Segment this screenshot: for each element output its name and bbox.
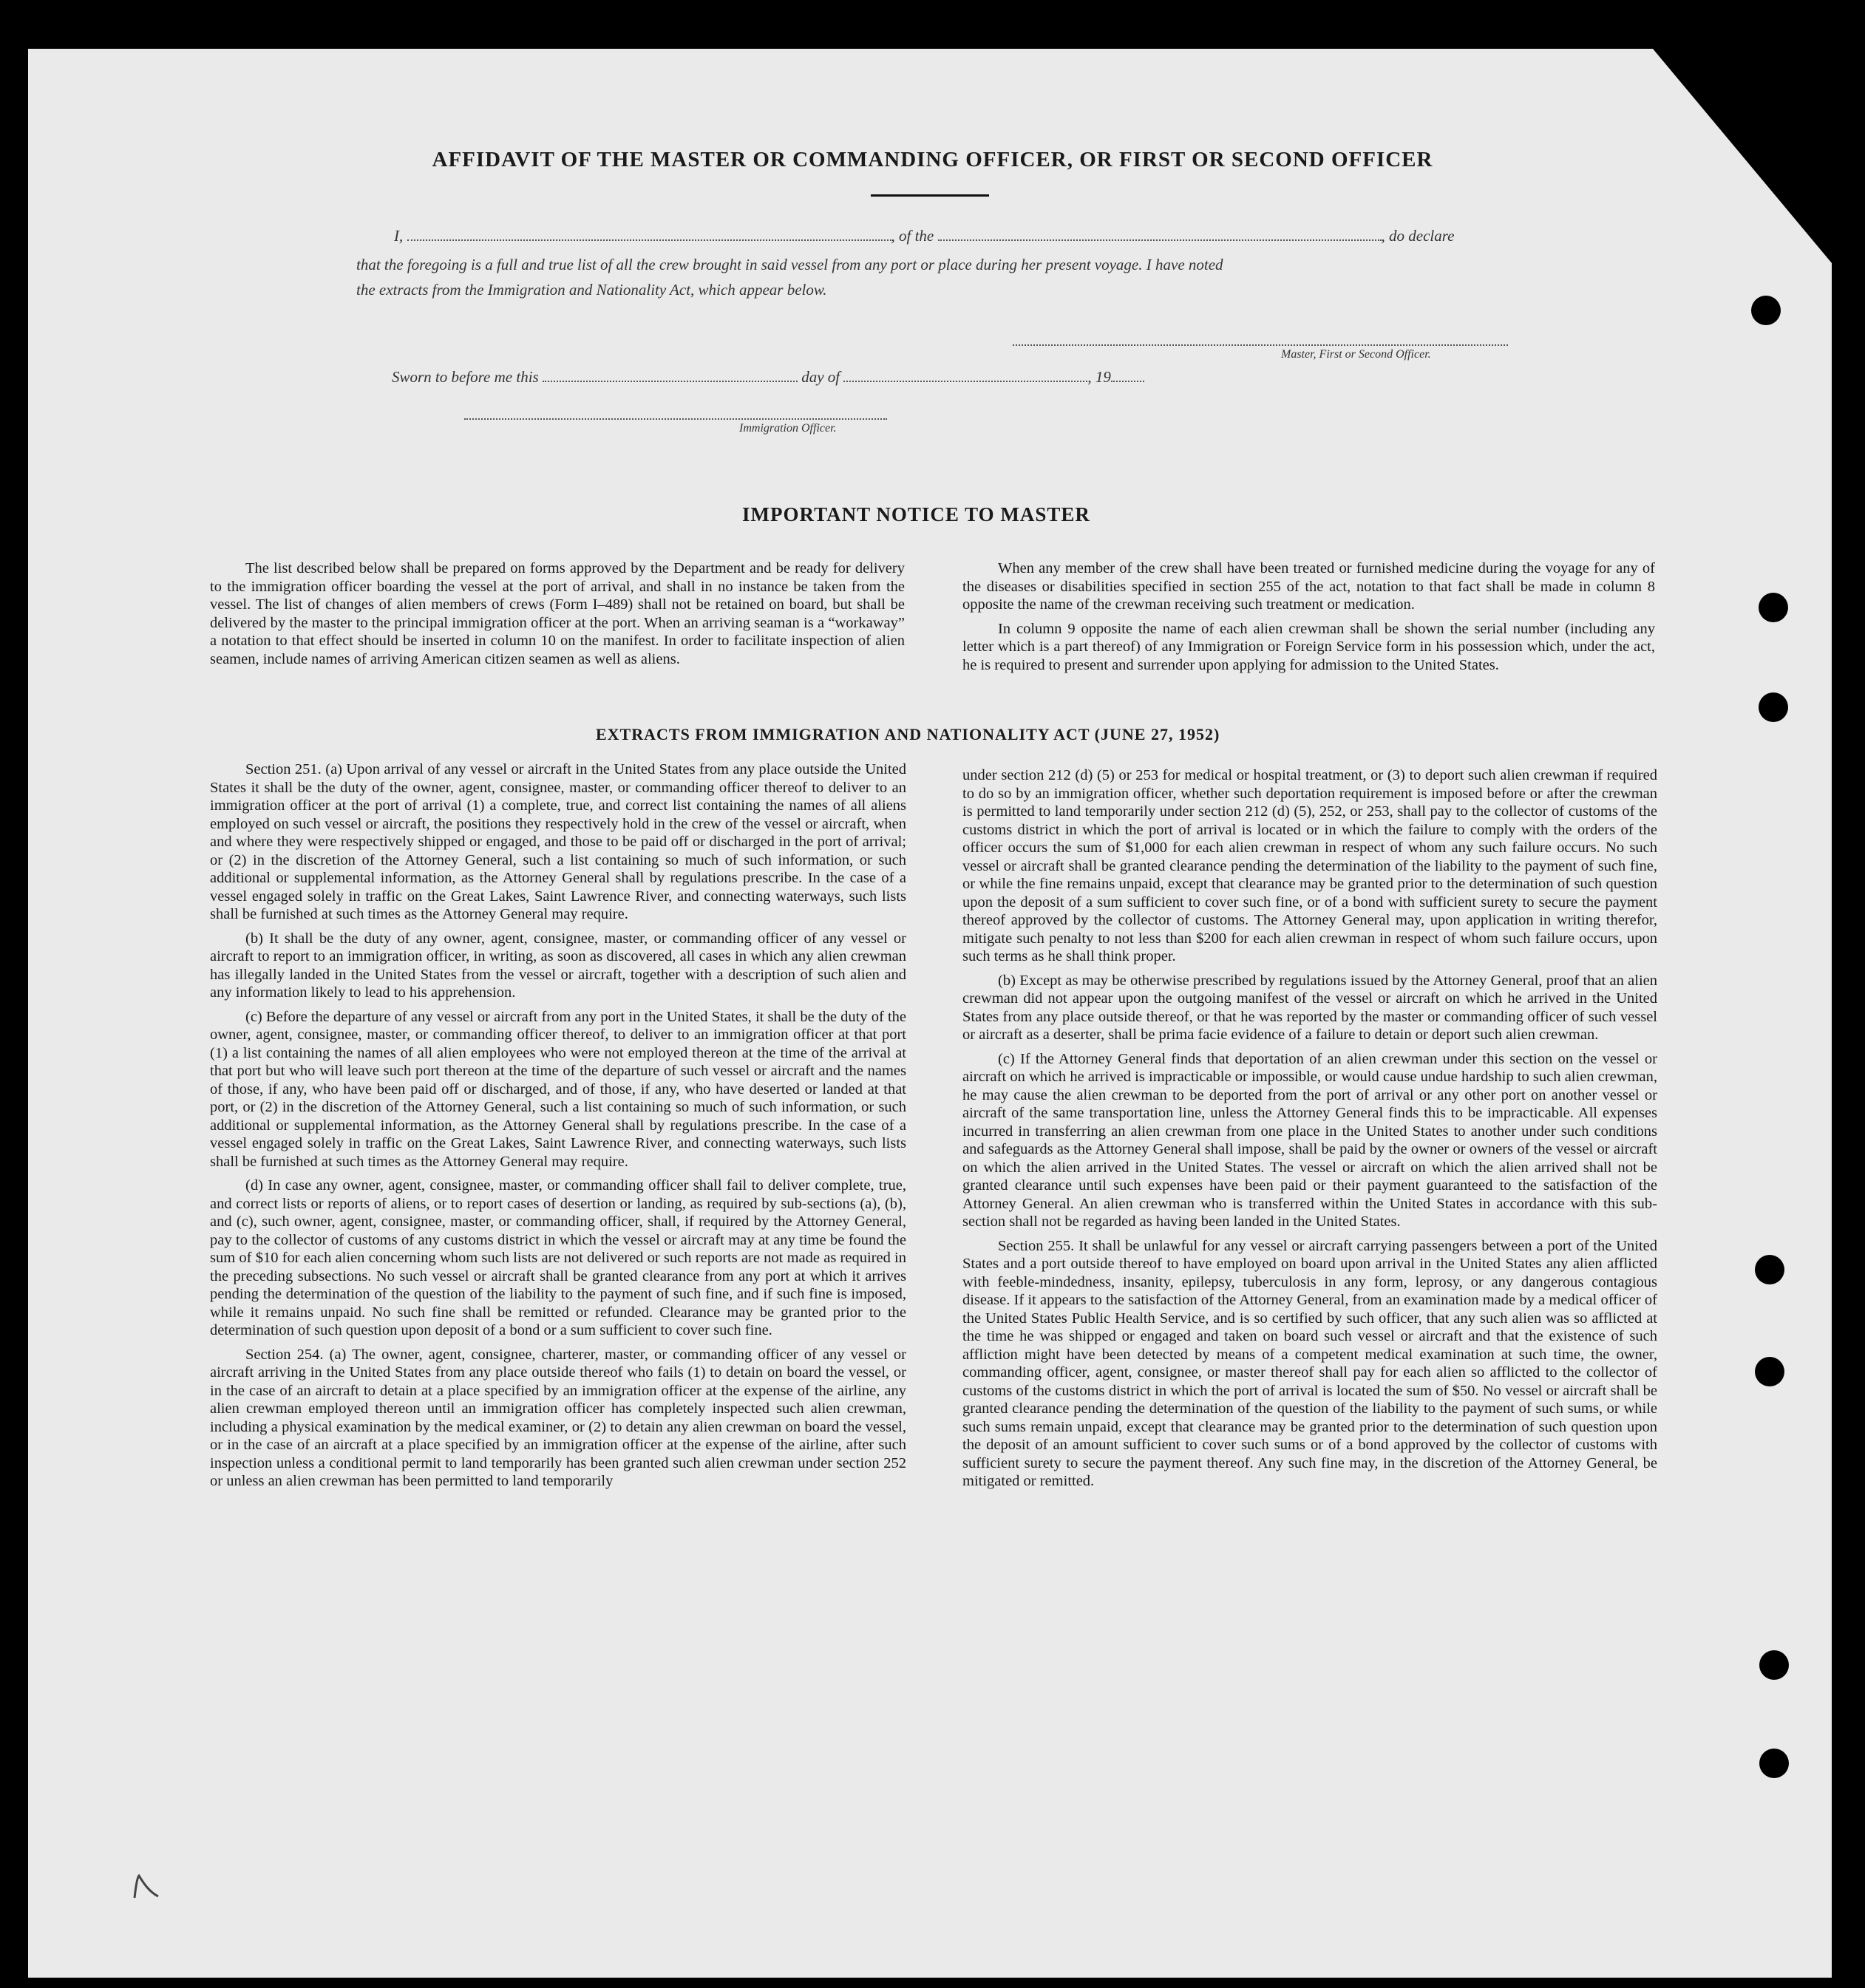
immigration-officer-signature-field[interactable] <box>464 405 887 420</box>
year-label: , 19 <box>1087 368 1111 386</box>
notice-right-column <box>962 559 1655 680</box>
immigration-officer-caption: Immigration Officer. <box>739 422 837 435</box>
sworn-line <box>392 367 1144 387</box>
notice-right-paragraph-2: In column 9 opposite the name of each alien crewman shall be shown the serial number (including any letter which is a part thereof) of any Immigration or Foreign Service form in his possession which, under the act, he is required to present and surrender upon applying for admission to the United States. <box>962 620 1655 673</box>
notice-title: IMPORTANT NOTICE TO MASTER <box>742 503 1090 525</box>
section-251-d: (d) In case any owner, agent, consignee, master, or commanding officer shall fail to deliver complete, true, and correct lists or reports of aliens, or to report cases of desertion or landing, as required by sub-sections (a), (b), and (c), such owner, agent, consignee, master, or commanding officer, shall, if required by the Attorney General, pay to the collector of customs of any customs district in which the vessel or aircraft may at any time be found the sum of $10 for each alien concerning whom such lists are not delivered or such reports are not made as required in the preceding subsections. No such vessel or aircraft shall be granted clearance from any port at which it arrives pending the determination of the question of the liability to the payment of such fine, and if such fine is imposed, while it remains unpaid. No such fine shall be remitted or refunded. Clearance may be granted prior to the determination of such question upon deposit of a bond or a sum sufficient to cover such fine. <box>210 1177 906 1338</box>
binder-hole <box>1759 1749 1789 1778</box>
vessel-name-field[interactable] <box>938 226 1382 241</box>
binder-hole <box>1759 692 1788 722</box>
of-the-label: , of the <box>891 227 934 245</box>
sworn-year-field[interactable] <box>1111 367 1144 382</box>
extracts-title: EXTRACTS FROM IMMIGRATION AND NATIONALITY ACT (JUNE 27, 1952) <box>596 725 1220 743</box>
section-254-c: (c) If the Attorney General finds that deportation of an alien crewman under this section on the vessel or aircraft on which he arrived is impracticable or impossible, or would cause undue hardship to such alien crewman, he may cause the alien crewman to be deported from the port of arrival or any other port on another vessel or aircraft of the same transportation line, unless the Attorney General finds this to be impracticable. All expenses incurred in transferring an alien crewman from one place in the United States to another under such conditions and safeguards as the Attorney General shall impose, shall be paid by the owner or owners of the vessel or aircraft on which the alien arrived in the United States. The vessel or aircraft on which the alien arrived shall not be granted clearance until such expenses have been paid or their payment guaranteed to the satisfaction of the Attorney General. An alien crewman who is transferred within the United States in accordance with this sub-section shall not be regarded as having been landed in the United States. <box>962 1050 1657 1230</box>
declarant-name-field[interactable] <box>407 226 891 241</box>
section-251-c: (c) Before the departure of any vessel or aircraft from any port in the United States, it shall be the duty of the owner, agent, consignee, master, or commanding officer thereof, to deliver to an immigration officer at that port (1) a list containing the names of all alien employees who were not employed thereon at the time of the arrival at that port but who will leave such port thereon at the time of the departure of such vessel or aircraft and the names of those, if any, who have been paid off or discharged, and of those, if any, who have deserted or landed at that port, or (2) in the discretion of the Attorney General, such a list containing so much of such information, or such additional or supplemental information, as the Attorney General shall by regulations prescribe. In the case of a vessel engaged solely in traffic on the Great Lakes, Saint Lawrence River, and connecting waterways, such lists shall be furnished at such times as the Attorney General may require. <box>210 1008 906 1170</box>
day-of-label: day of <box>801 368 840 386</box>
extracts-right-column <box>962 766 1657 1497</box>
sworn-month-field[interactable] <box>843 367 1087 382</box>
title-rule <box>871 194 989 197</box>
binder-hole <box>1759 593 1788 622</box>
binder-hole <box>1751 296 1781 325</box>
notice-left-paragraph: The list described below shall be prepared on forms approved by the Department and be ready for delivery to the immigration officer boarding the vessel at the port of arrival, and shall in no instance be taken from the vessel. The list of changes of alien members of crews (Form I–489) shall not be retained on board, but shall be delivered by the master to the principal immigration officer at the port. When an arriving seaman is a “workaway” a notation to that effect should be inserted in column 10 on the manifest. In order to facilitate inspection of alien seamen, include names of arriving American citizen seamen as well as aliens. <box>210 560 905 667</box>
declarant-line <box>394 226 1503 245</box>
section-255: Section 255. It shall be unlawful for any vessel or aircraft carrying passengers between a port of the United States and a port outside thereof to have employed on board upon arrival in the United States any alien afflicted with feeble-mindedness, insanity, epilepsy, tuberculosis in any form, leprosy, or any dangerous contagious disease. If it appears to the satisfaction of the Attorney General, from an examination made by a medical officer of the United States Public Health Service, and is so certified by such officer, that any such alien was so afflicted at the time he was shipped or engaged and taken on board such vessel or aircraft and that the existence of such affliction might have been detected by means of a competent medical examination at such time, the owner, commanding officer, agent, consignee, or master thereof shall pay for each alien so afflicted to the collector of customs of the customs district in which the port of arrival is located the sum of $50. No vessel or aircraft shall be granted clearance pending the determination of the question of the liability to the payment of such sums, or while such sums remain unpaid, except that clearance may be granted prior to the determination of such question upon the deposit of an amount sufficient to cover such sums or of a bond approved by the collector of customs with sufficient surety to secure the payment thereof. Any such fine may, in the discretion of the Attorney General, be mitigated or remitted. <box>962 1237 1657 1489</box>
binder-hole <box>1759 1650 1789 1680</box>
i-label: I, <box>394 227 404 245</box>
binder-hole <box>1755 1357 1784 1386</box>
affidavit-title: AFFIDAVIT OF THE MASTER OR COMMANDING OFFICER, OR FIRST OR SECOND OFFICER <box>432 148 1433 171</box>
do-declare-label: , do declare <box>1381 227 1455 245</box>
pencil-mark <box>126 1870 177 1907</box>
sworn-day-field[interactable] <box>543 367 798 382</box>
sworn-label: Sworn to before me this <box>392 368 539 386</box>
section-254-a-continued: under section 212 (d) (5) or 253 for medical or hospital treatment, or (3) to deport such alien crewman if required to do so by an immigration officer, whether such deportation requirement is imposed before or after the crewman is permitted to land temporarily under section 212 (d) (5), 252, or 253, shall pay to the collector of customs of the customs district in which the port of arrival is located or in which the failure to comply with the orders of the officer occurs the sum of $1,000 for each alien crewman in respect of whom any such failure occurs. No such vessel or aircraft shall be granted clearance pending the determination of the liability to the payment of such fine, or while the fine remains unpaid, except that clearance may be granted prior to the determination of such question upon the deposit of a sum sufficient to cover such fine, or of a bond with sufficient surety to secure the payment thereof approved by the collector of customs. The Attorney General may, upon application in writing therefor, mitigate such penalty to not less than $200 for each alien crewman in respect of whom such failure occurs, upon such terms as he shall think proper. <box>962 767 1657 964</box>
extracts-left-column <box>210 760 906 1497</box>
notice-left-column <box>210 559 905 674</box>
section-251-a: Section 251. (a) Upon arrival of any vessel or aircraft in the United States from any place outside the United States it shall be the duty of the owner, agent, consignee, master, or commanding officer thereof to deliver to an immigration officer at the port of arrival (1) a complete, true, and correct list containing the names of all aliens employed on such vessel or aircraft, the positions they respectively hold in the crew of the vessel or aircraft, when and where they were respectively shipped or engaged, and those to be paid off or discharged in the port of arrival; or (2) in the discretion of the Attorney General, such a list containing so much of such information, or such additional or supplemental information, as the Attorney General shall by regulations prescribe. In the case of a vessel engaged solely in traffic on the Great Lakes, Saint Lawrence River, and connecting waterways, such lists shall be furnished at such times as the Attorney General may require. <box>210 761 906 922</box>
master-signature-caption: Master, First or Second Officer. <box>1281 348 1431 361</box>
declaration-line-2: the extracts from the Immigration and Nationality Act, which appear below. <box>356 281 827 299</box>
declaration-line-1: that the foregoing is a full and true list of all the crew brought in said vessel from any port or place during her present voyage. I have noted <box>356 256 1223 273</box>
binder-hole <box>1755 1255 1784 1284</box>
section-251-b: (b) It shall be the duty of any owner, agent, consignee, master, or commanding officer of any vessel or aircraft to report to an immigration officer, in writing, as soon as discovered, all cases in which any alien crewman has illegally landed in the United States from the vessel or aircraft, together with a description of such alien and any information likely to lead to his apprehension. <box>210 930 906 1001</box>
notice-right-paragraph-1: When any member of the crew shall have been treated or furnished medicine during the voyage for any of the diseases or disabilities specified in section 255 of the act, notation to that fact shall be made in column 8 opposite the name of the crewman receiving such treatment or medication. <box>962 560 1655 613</box>
section-254-a: Section 254. (a) The owner, agent, consignee, charterer, master, or commanding officer of any vessel or aircraft arriving in the United States from any place outside thereof who fails (1) to detain on board the vessel, or in the case of an aircraft to detain at a place specified by an immigration officer at the expense of the airline, any alien crewman employed thereon until an immigration officer has completely inspected such alien crewman, including a physical examination by the medical examiner, or (2) to detain any alien crewman on board the vessel, or in the case of an aircraft at a place specified by an immigration officer at the expense of the airline, after such inspection unless a conditional permit to land temporarily has been granted such alien crewman under section 252 or unless an alien crewman has been permitted to land temporarily <box>210 1346 906 1489</box>
master-signature-field[interactable] <box>1013 331 1508 346</box>
section-254-b: (b) Except as may be otherwise prescribed by regulations issued by the Attorney General, proof that an alien crewman did not appear upon the outgoing manifest of the vessel or aircraft on which he arrived in the United States from any place outside thereof, or that he was reported by the master or commanding officer of such vessel or aircraft as a deserter, shall be prima facie evidence of a failure to detain or deport such alien crewman. <box>962 972 1657 1043</box>
